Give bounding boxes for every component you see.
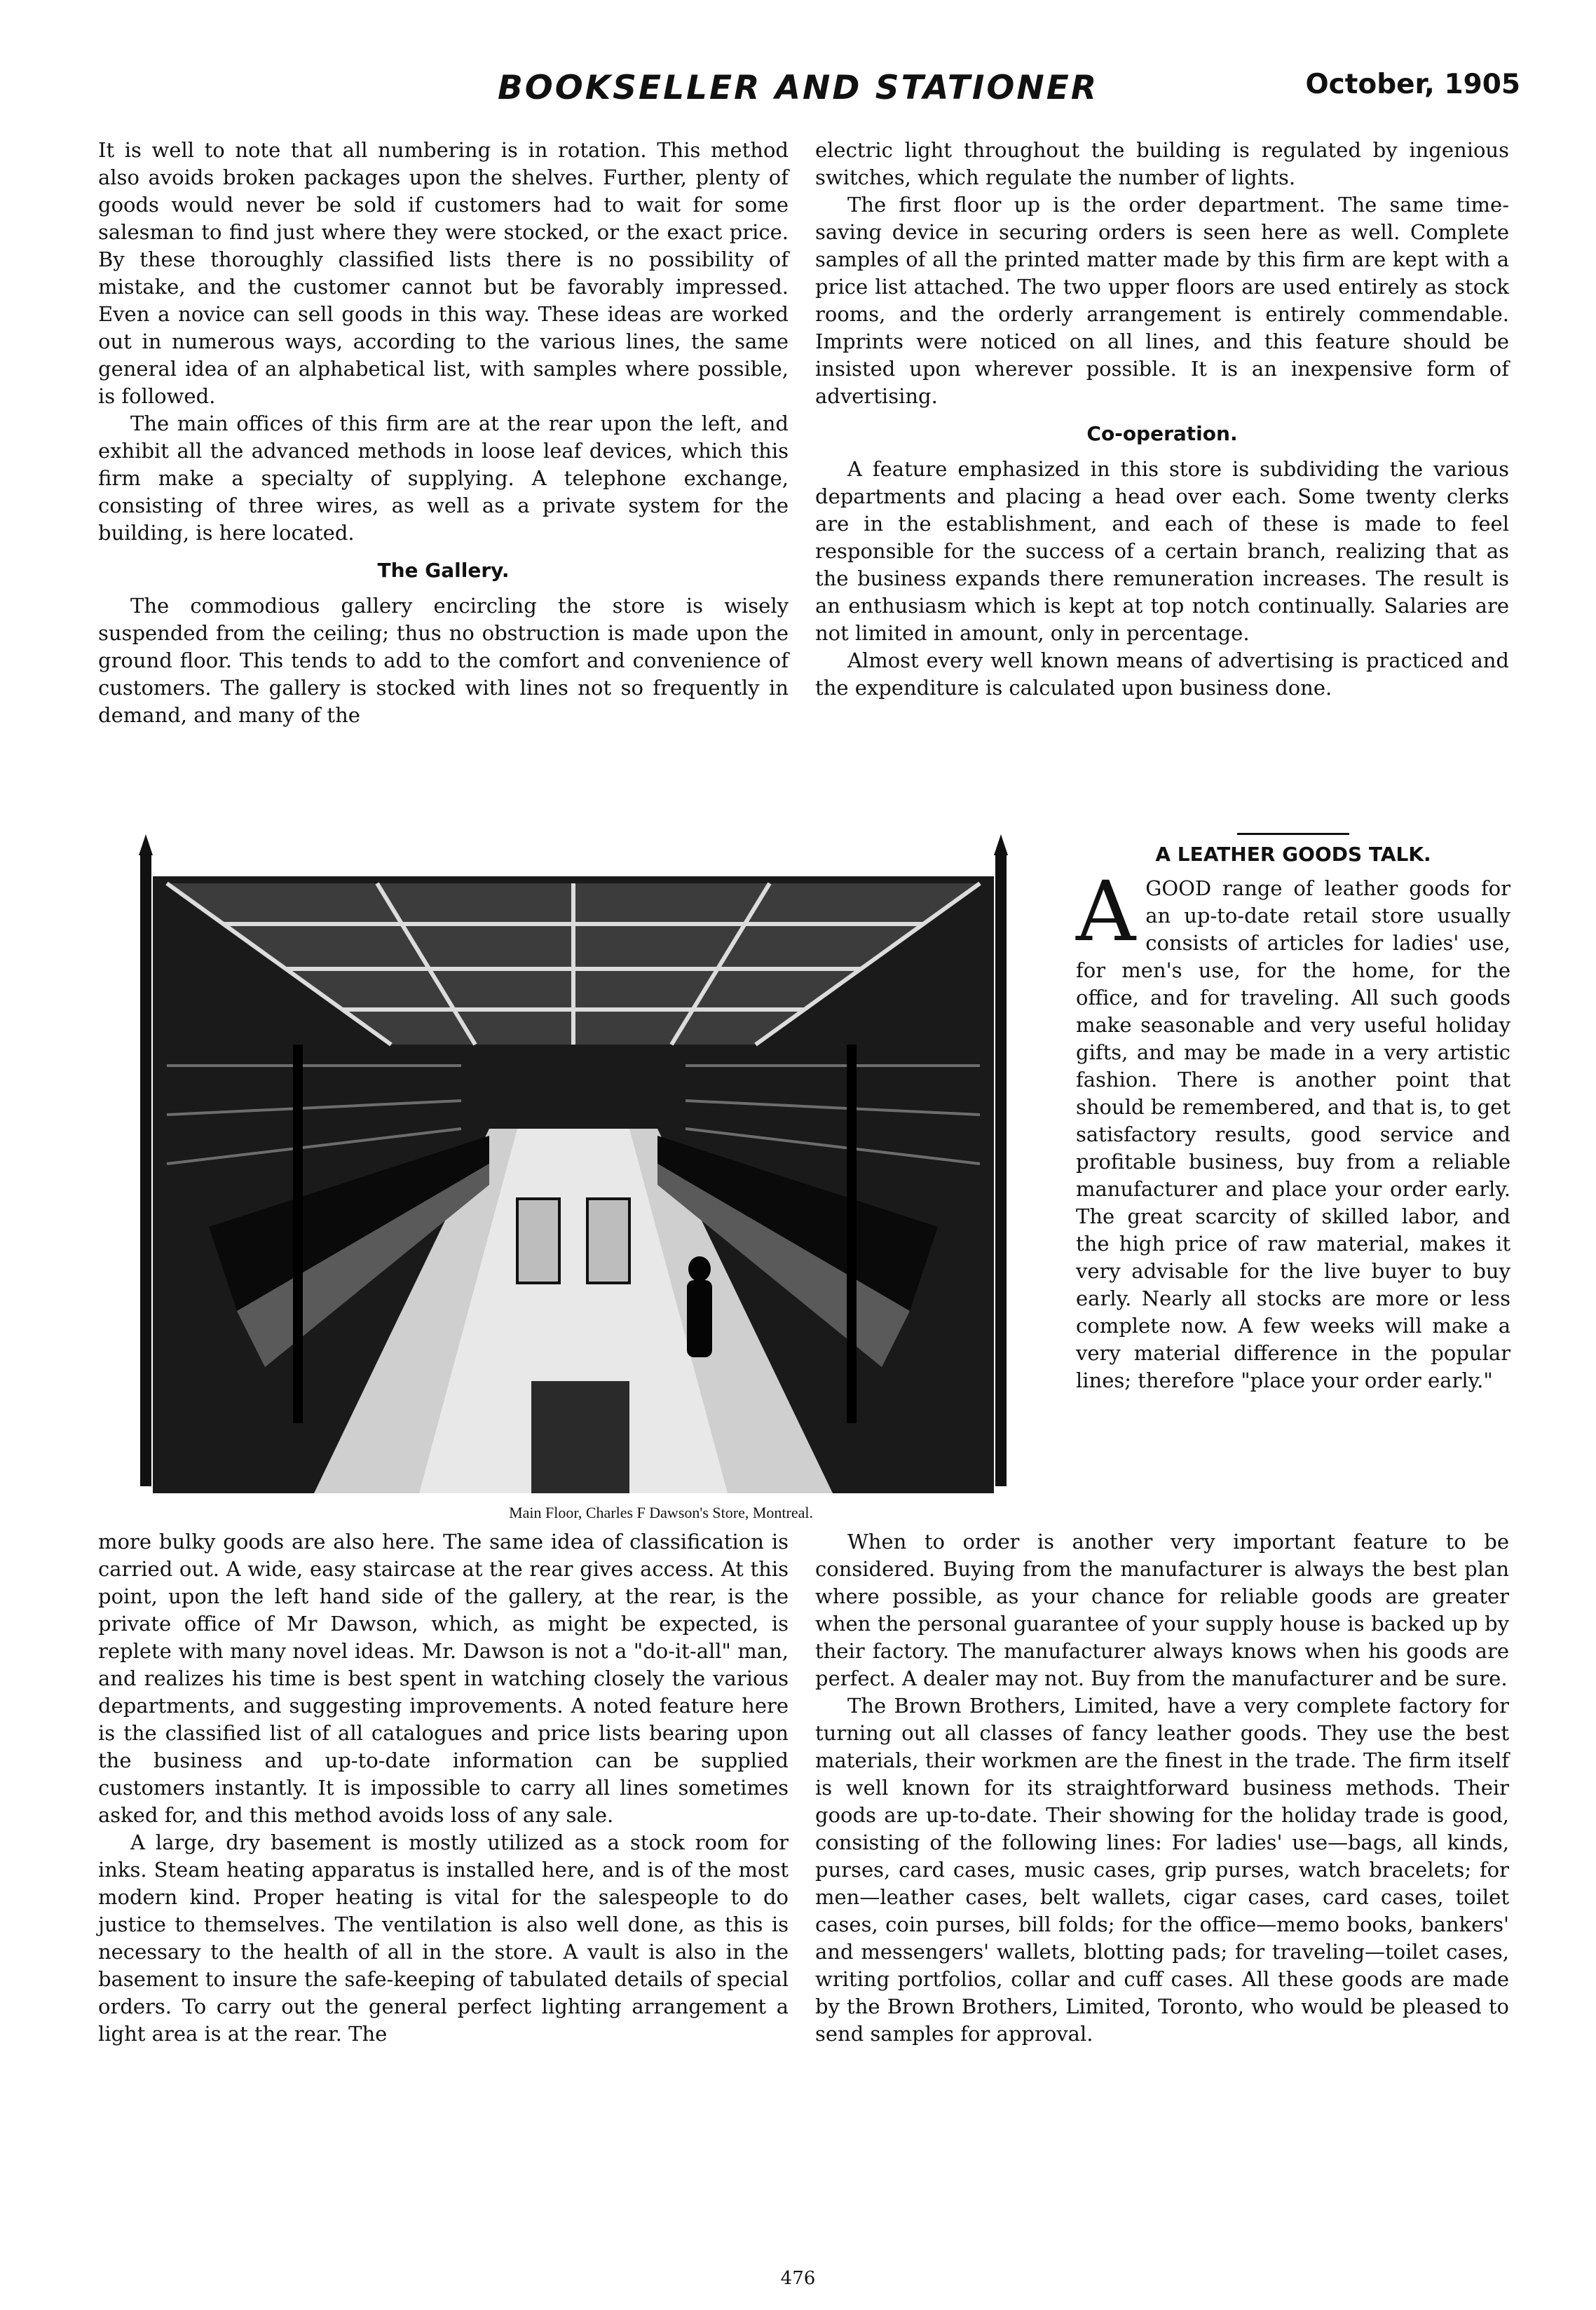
store-interior-photo [125,834,1022,1549]
leather-goods-article [1076,833,1510,1394]
right-column-bottom [815,1528,1509,2048]
photo-caption: Main Floor, Charles F Dawson's Store, Montreal. [509,1504,813,1521]
article-paragraph: more bulky goods are also here. The same idea of classification is carried out. A wide, easy staircase at the rear gives access. At this point, upon the left hand side of the gallery, at the rear, is the private office of Mr Dawson, which, as might be expected, is replete with many novel ideas. Mr. Dawson is not a "do-it-all" man, and realizes his time is best spent in watching closely the various departments, and suggesting improvements. A noted feature here is the classified list of all catalogues and price lists bearing upon the business and up-to-date information can be supplied customers instantly. It is impossible to carry all lines sometimes asked for, and this method avoids loss of any sale. [98,1530,789,1827]
article-paragraph: The commodious gallery encircling the store is wisely suspended from the ceiling; thus no obstruction is made upon the ground floor. This tends to add to the comfort and convenience of customers. The gallery is stocked with lines not so frequently in demand, and many of the [98,594,789,727]
article-paragraph: A feature emphasized in this store is subdividing the various departments and placing a head over each. Some twenty clerks are in the establishment, and each of these is made to feel responsible for the success of a certain branch, realizing that as the business expands there remuneration increases. The result is an enthusiasm which is kept at top notch continually. Salaries are not limited in amount, only in percentage. [815,457,1509,645]
article-paragraph: A large, dry basement is mostly utilized as a stock room for inks. Steam heating apparatus is installed here, and is of the most modern kind. Proper heating is vital for the salespeople to do justice to themselves. The ventilation is also well done, as this is necessary to the health of all in the store. A vault is also in the basement to insure the safe-keeping of tabulated details of special orders. To carry out the general perfect lighting arrangement a light area is at the rear. The [98,1830,789,2046]
article-paragraph: The main offices of this firm are at the rear upon the left, and exhibit all the advanced methods in loose leaf devices, which this firm make a specialty of supplying. A telephone exchange, consisting of three wires, as well as a private system for the building, is here located. [98,412,789,545]
left-column-bottom [98,1528,789,2048]
section-heading-cooperation: Co-operation. [1086,422,1238,445]
article-paragraph: The Brown Brothers, Limited, have a very complete factory for turning out all classes of fancy leather goods. They use the best materials, their workmen are the finest in the trade. The firm itself is well known for its straightforward business methods. Their goods are up-to-date. Their showing for the holiday trade is good, consisting of the following lines: For ladies' use—bags, all kinds, purses, card cases, music cases, grip purses, watch bracelets; for men—leather cases, belt wallets, cigar cases, card cases, toilet cases, coin purses, bill folds; for the office—memo books, bankers' and messengers' wallets, blotting pads; for traveling—toilet cases, writing portfolios, collar and cuff cases. All these goods are made by the Brown Brothers, Limited, Toronto, who would be pleased to send samples for approval. [815,1694,1509,2046]
left-column-top [98,137,789,729]
section-heading-leather: A LEATHER GOODS TALK. [1155,843,1431,866]
article-paragraph: electric light throughout the building is regulated by ingenious switches, which regulate the number of lights. [815,138,1509,189]
running-header-title: BOOKSELLER AND STATIONER [497,69,1099,107]
drop-cap: A [1076,863,1136,960]
page-number: 476 [780,2268,816,2289]
running-header-date: October, 1905 [1305,69,1520,100]
article-paragraph: Almost every well known means of advertising is practiced and the expenditure is calculated upon business done. [815,648,1509,700]
right-column-top [815,137,1509,702]
section-heading-gallery: The Gallery. [377,559,510,582]
article-paragraph: GOOD range of leather goods for an up-to-date retail store usually consists of articles for ladies' use, for men's use, for the home, for the office, and for traveling. All such goods make seasonable and very useful holiday gifts, and may be made in a very artistic fashion. There is another point that should be remembered, and that is, to get satisfactory results, good service and profitable business, buy from a reliable manufacturer and place your order early. The great scarcity of skilled labor, and the high price of raw material, makes it very advisable for the live buyer to buy early. Nearly all stocks are more or less complete now. A few weeks will make a very material difference in the popular lines; therefore "place your order early." [1076,876,1510,1392]
article-paragraph: The first floor up is the order department. The same time-saving device in securing orders is seen here as well. Complete samples of all the printed matter made by this firm are kept with a price list attached. The two upper floors are used entirely as stock rooms, and the orderly arrangement is entirely commendable. Imprints were noticed on all lines, and this feature should be insisted upon wherever possible. It is an inexpensive form of advertising. [815,193,1509,408]
article-paragraph: When to order is another very important feature to be considered. Buying from the manufacturer is always the best plan where possible, as your chance for reliable goods are greater when the personal guarantee of your supply house is backed up by their factory. The manufacturer always knows when his goods are perfect. A dealer may not. Buy from the manufacturer and be sure. [815,1530,1509,1690]
article-paragraph: It is well to note that all numbering is in rotation. This method also avoids broken packages upon the shelves. Further, plenty of goods would never be sold if customers had to wait for some salesman to find just where they were stocked, or the exact price. By these thoroughly classified lists there is no possibility of mistake, and the customer cannot but be favorably impressed. Even a novice can sell goods in this way. These ideas are worked out in numerous ways, according to the various lines, the same general idea of an alphabetical list, with samples where possible, is followed. [98,138,789,408]
heading-rule [1237,833,1349,835]
